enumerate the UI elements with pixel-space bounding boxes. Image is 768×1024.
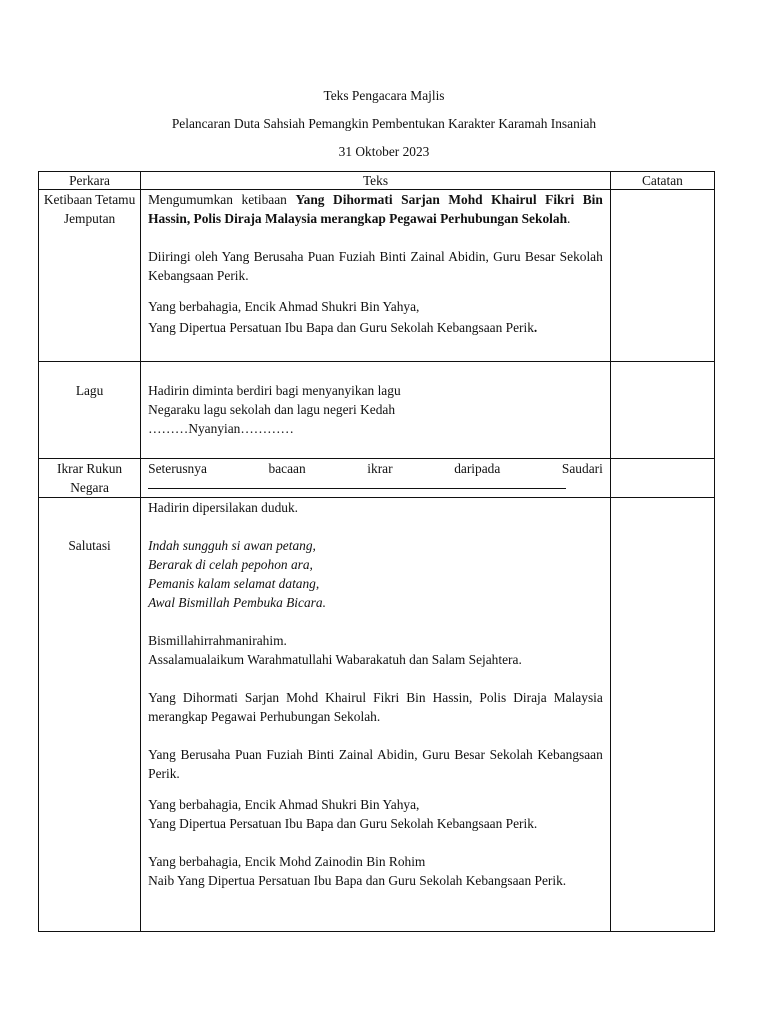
word: Saudari (561, 461, 603, 476)
paragraph: Yang Dihormati Sarjan Mohd Khairul Fikri Bin Hassin, Polis Diraja Malaysia merangkap Pegawai Perhubungan Sekolah. (148, 690, 603, 724)
script-table (38, 171, 715, 932)
event-date: 31 Oktober 2023 (338, 144, 430, 159)
row-notes-ketibaan (610, 190, 714, 362)
text-line: ………Nyanyian………… (148, 421, 294, 436)
text-line: Hadirin diminta berdiri bagi menyanyikan lagu (148, 383, 401, 398)
poem-line: Indah sungguh si awan petang, (148, 538, 316, 553)
text-line: Yang berbahagia, Encik Mohd Zainodin Bin Rohim (148, 854, 426, 869)
paragraph: Diiringi oleh Yang Berusaha Puan Fuziah Binti Zainal Abidin, Guru Besar Sekolah Kebangsaan Perik. (148, 249, 603, 283)
poem-line: Awal Bismillah Pembuka Bicara. (148, 595, 326, 610)
column-header-catatan: Catatan (610, 172, 714, 190)
row-label-ikrar: Ikrar Rukun Negara (39, 459, 141, 498)
word: ikrar (367, 461, 393, 476)
text-line: Negaraku lagu sekolah dan lagu negeri Kedah (148, 402, 396, 417)
paragraph: Naib Yang Dipertua Persatuan Ibu Bapa dan Guru Sekolah Kebangsaan Perik. (148, 873, 567, 888)
text-line: Hadirin dipersilakan duduk. (148, 500, 299, 515)
row-label-ketibaan: Ketibaan Tetamu Jemputan (39, 190, 141, 362)
paragraph (148, 190, 603, 228)
row-notes-lagu (610, 362, 714, 459)
paragraph (148, 318, 603, 337)
row-text-ikrar (141, 459, 611, 498)
word: Seterusnya (148, 461, 207, 476)
text-bold: Yang Dihormati Sarjan Mohd Khairul Fikri Bin Hassin, Polis Diraja Malaysia merangkap Pegawai Perhubungan Sekolah (148, 192, 603, 226)
word: bacaan (268, 461, 306, 476)
table-row (39, 362, 715, 459)
paragraph: Yang Berusaha Puan Fuziah Binti Zainal Abidin, Guru Besar Sekolah Kebangsaan Perik. (148, 747, 603, 781)
text-line: Bismillahirrahmanirahim. (148, 633, 287, 648)
row-text-salutasi (141, 498, 611, 932)
text-plain: . (567, 211, 571, 226)
text-line: Assalamualaikum Warahmatullahi Wabarakatuh dan Salam Sejahtera. (148, 652, 522, 667)
row-notes-salutasi (610, 498, 714, 932)
table-header-row (39, 172, 715, 190)
table-row (39, 190, 715, 362)
poem-line: Pemanis kalam selamat datang, (148, 576, 320, 591)
column-header-teks: Teks (141, 172, 611, 190)
column-header-perkara: Perkara (39, 172, 141, 190)
text-line (148, 459, 603, 478)
document-title: Teks Pengacara Majlis (323, 88, 445, 103)
text-plain: . (533, 320, 538, 335)
text-plain: Mengumumkan ketibaan (148, 192, 296, 207)
row-text-lagu (141, 362, 611, 459)
table-row (39, 459, 715, 498)
event-subtitle: Pelancaran Duta Sahsiah Pemangkin Pembentukan Karakter Karamah Insaniah (171, 116, 597, 131)
word: daripada (454, 461, 501, 476)
text-line: Yang berbahagia, Encik Ahmad Shukri Bin Yahya, (148, 797, 420, 812)
row-notes-ikrar (610, 459, 714, 498)
text-line: Yang berbahagia, Encik Ahmad Shukri Bin Yahya, (148, 299, 420, 314)
text-line: Yang Dipertua Persatuan Ibu Bapa dan Guru Sekolah Kebangsaan Perik. (148, 816, 538, 831)
row-label-salutasi: Salutasi (39, 498, 141, 932)
row-label-lagu: Lagu (39, 362, 141, 459)
poem-line: Berarak di celah pepohon ara, (148, 557, 313, 572)
blank-fill-line (148, 478, 566, 489)
table-row (39, 498, 715, 932)
row-text-ketibaan (141, 190, 611, 362)
text-plain: Yang Dipertua Persatuan Ibu Bapa dan Guru Sekolah Kebangsaan Perik (148, 320, 534, 335)
